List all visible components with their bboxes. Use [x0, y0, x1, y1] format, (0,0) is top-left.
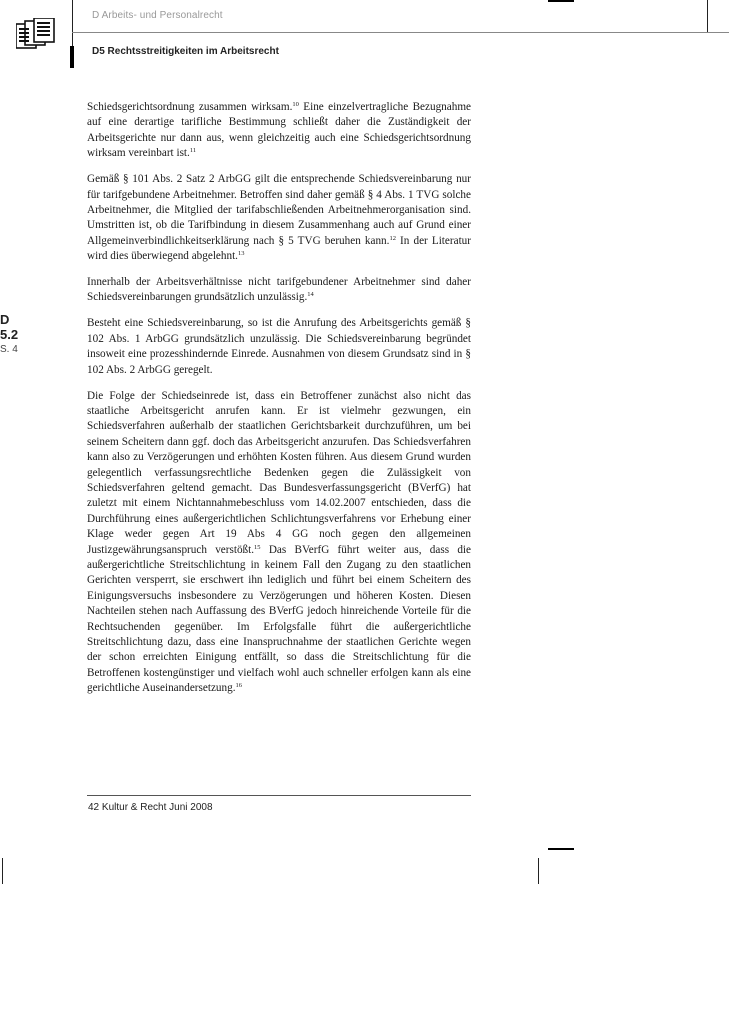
text-run: Gemäß § 101 Abs. 2 Satz 2 ArbGG gilt die entsprechende Schiedsvereinbarung nur für tarifgebundene Arbeitnehmer. Betroffen sind daher gemäß § 4 Abs. 1 TVG solche Arbeitnehmer, die Mitglied der tarifabschließenden Arbeitnehmerorganisation sind. Umstritten ist, ob die Tarifbindung in diesem Zusammenhang auch auf Grund einer Allgemeinverbindlichkeitserklärung nach § 5 TVG beruhen kann. [87, 173, 471, 247]
footnote-ref: 15 [254, 543, 261, 551]
header-top-rule [72, 32, 729, 33]
paragraph [87, 316, 471, 378]
text-run: Eine einzelvertragliche Bezugnahme auf eine derartige tarifliche Bestimmung schließt daher die Zuständigkeit der Arbeitsgerichte nur dann aus, wenn gleichzeitig auch eine Schiedsgerichtsordnung wirksam vereinbart ist. [87, 101, 471, 160]
footnote-ref: 13 [237, 250, 245, 258]
side-tab-page: S. 4 [0, 344, 18, 355]
paragraph [87, 100, 471, 162]
text-run: Das BVerfG führt weiter aus, dass die außergerichtliche Streitschlichtung in keinem Fall den Zugang zu den staatlichen Gerichten versperrt, sie erschwert ihn lediglich und führt bei einem Scheitern des Einigungsversuchs insbesondere zu Verzögerungen und höheren Kosten. Diesen Nachteilen stehen nach Auffassung des BVerfG jedoch hinreichende Vorteile für die Rechtsuchenden gegenüber. Im Erfolgsfalle führt die außergerichtliche Streitschlichtung dazu, dass eine Inanspruchnahme der staatlichen Gerichte wegen der schon erreichten Einigung entfällt, so dass die Streitschlichtung für die Betroffenen kostengünstiger und vielfach wohl auch schneller erfolgen kann als eine gerichtliche Auseinandersetzung. [87, 543, 471, 695]
text-run: In der Literatur wird dies überwiegend abgelehnt. [87, 234, 471, 263]
document-stack-icon [16, 18, 56, 50]
header-vertical-rule [72, 0, 73, 52]
header-chapter-title: D5 Rechtsstreitigkeiten im Arbeitsrecht [92, 46, 279, 57]
body-text [87, 100, 471, 707]
paragraph [87, 275, 471, 306]
footer-rule [87, 795, 471, 796]
crop-mark-left [2, 858, 3, 884]
header-right-vertical-rule [707, 0, 708, 32]
side-tab [0, 312, 18, 356]
footnote-ref: 14 [307, 291, 314, 299]
paragraph [87, 389, 471, 697]
crop-mark-right [538, 858, 539, 884]
side-tab-letter: D [0, 312, 10, 327]
side-tab-number: 5.2 [0, 327, 19, 342]
text-run: Schiedsgerichtsordnung zusammen wirksam. [87, 101, 293, 113]
header-marker-bar [70, 46, 74, 68]
text-run: Innerhalb der Arbeitsverhältnisse nicht tarifgebundener Arbeitnehmer sind daher Schiedsvereinbarungen grundsätzlich unzulässig. [87, 276, 471, 304]
header-section-title: D Arbeits- und Personalrecht [92, 10, 223, 21]
text-run: Die Folge der Schiedseinrede ist, dass ein Betroffener zunächst also nicht das staatliche Arbeitsgericht anrufen kann. Er ist vielmehr gezwungen, ein Schiedsverfahren außerhalb der staatlichen Gerichtsbarkeit durchzuführen, um bei seinem Scheitern dann ggf. doch das Arbeitsgericht anzurufen. Das Schiedsverfahren kann also zu Verzögerungen und erhöhten Kosten führen. Aus diesem Grund wurden gelegentlich verfassungsrechtliche Bedenken gegen die Zulässigkeit von Schiedsverfahren geltend gemacht. Das Bundesverfassungsgericht (BVerfG) hat zuletzt mit einem Nichtannahmebeschluss vom 14.02.2007 entschieden, dass die Durchführung eines außergerichtlichen Schlichtungsverfahrens vor Erhebung einer Klage weder gegen Art 19 Abs 4 GG noch gegen den allgemeinen Justizgewährungsanspruch verstößt. [87, 389, 471, 556]
page-footer: 42 Kultur & Recht Juni 2008 [88, 802, 213, 813]
footnote-ref: 16 [235, 682, 242, 690]
header-corner-mark [548, 0, 574, 2]
paragraph [87, 172, 471, 264]
footnote-ref: 11 [189, 147, 197, 155]
footnote-ref: 12 [389, 234, 396, 242]
text-run: Besteht eine Schiedsvereinbarung, so ist die Anrufung des Arbeitsgerichts gemäß § 102 Abs. 1 ArbGG grundsätzlich unzulässig. Die Schiedsvereinbarung begründet insoweit eine prozesshindernde Einrede. Ausnahmen von diesem Grundsatz sind in § 102 Abs. 2 ArbGG geregelt. [87, 317, 471, 376]
crop-mark-bottom [548, 848, 574, 850]
footnote-ref: 10 [292, 101, 299, 108]
